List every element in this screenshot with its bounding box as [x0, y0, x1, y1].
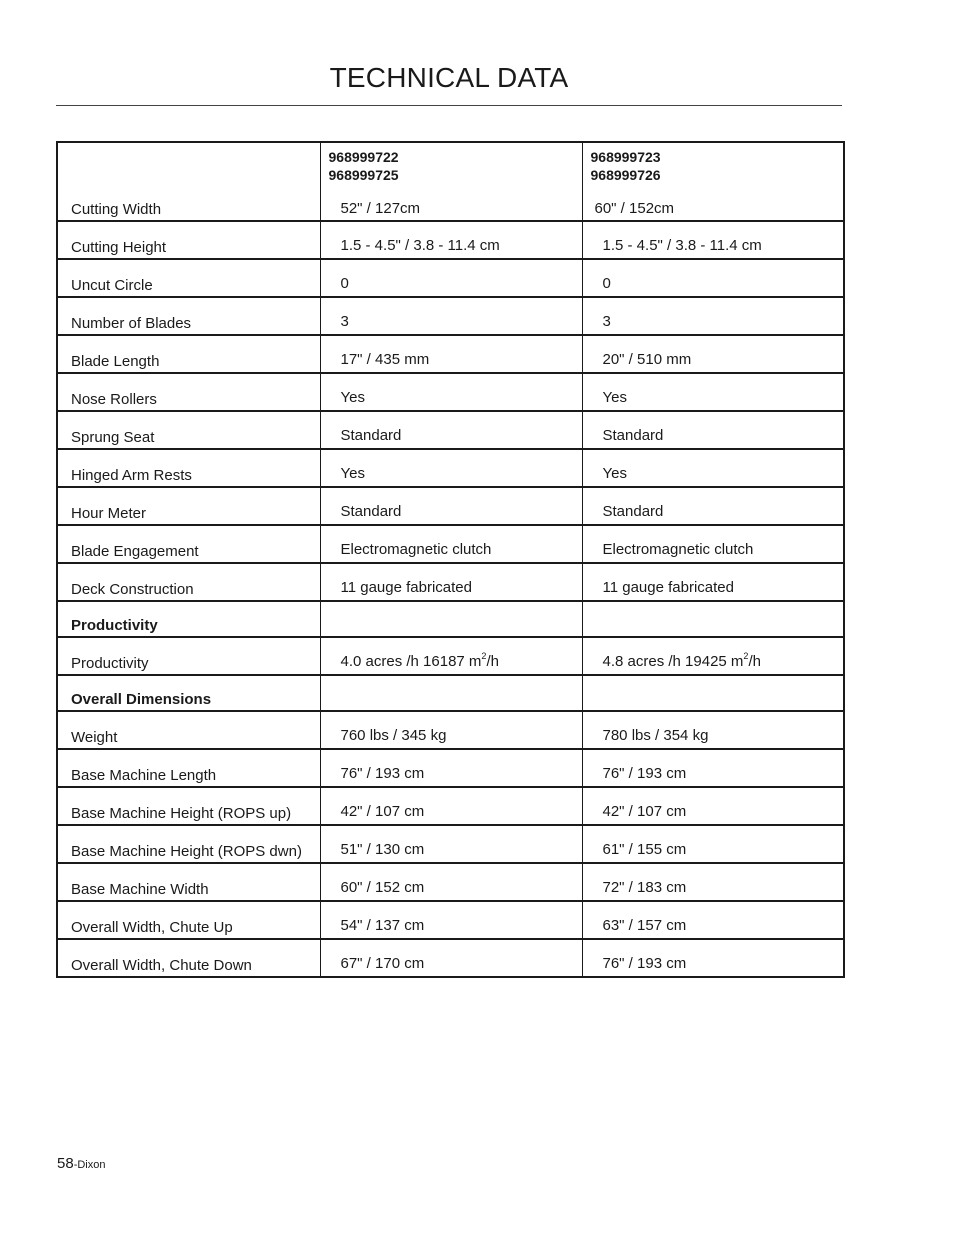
table-row	[57, 939, 844, 977]
row-label: Sprung Seat	[57, 411, 320, 449]
row-label: Base Machine Width	[57, 863, 320, 901]
value-cell: 76" / 193 cm	[582, 939, 844, 977]
value-cell: 42" / 107 cm	[320, 787, 582, 825]
brand-label: -Dixon	[73, 1159, 106, 1171]
value-cell: Electromagnetic clutch	[582, 525, 844, 563]
section-row	[57, 601, 844, 637]
table-row	[57, 863, 844, 901]
page-title: TECHNICAL DATA	[329, 62, 569, 93]
row-label: Weight	[57, 711, 320, 749]
value-cell: 11 gauge fabricated	[320, 563, 582, 601]
table-row	[57, 787, 844, 825]
empty-cell	[582, 675, 844, 711]
unit-superscript: 2	[481, 651, 487, 661]
table-row	[57, 411, 844, 449]
value-cell: 76" / 193 cm	[320, 749, 582, 787]
header-row	[57, 142, 844, 221]
table-row	[57, 749, 844, 787]
value-cell: 76" / 193 cm	[582, 749, 844, 787]
title-divider	[56, 105, 842, 106]
row-label: Base Machine Length	[57, 749, 320, 787]
value-cell: 60" / 152cm	[594, 200, 675, 217]
section-row	[57, 675, 844, 711]
row-label-cell	[57, 142, 320, 221]
technical-data-table	[56, 141, 845, 978]
table-row	[57, 525, 844, 563]
table-row	[57, 563, 844, 601]
value-cell: 72" / 183 cm	[582, 863, 844, 901]
empty-cell	[320, 601, 582, 637]
row-label: Deck Construction	[57, 563, 320, 601]
value-cell: Yes	[582, 449, 844, 487]
page-footer	[57, 1155, 105, 1172]
table-row	[57, 825, 844, 863]
value-cell: 63" / 157 cm	[582, 901, 844, 939]
table-row	[57, 901, 844, 939]
value-cell: 54" / 137 cm	[320, 901, 582, 939]
page-number: 58	[57, 1155, 74, 1172]
value-cell: 52" / 127cm	[340, 200, 421, 217]
table-row	[57, 297, 844, 335]
empty-cell	[320, 675, 582, 711]
unit-suffix: /h	[486, 653, 499, 670]
row-label: Hour Meter	[57, 487, 320, 525]
value-cell: 0	[582, 259, 844, 297]
value-cell: Yes	[320, 373, 582, 411]
unit-superscript: 2	[743, 651, 749, 661]
row-label: Base Machine Height (ROPS dwn)	[57, 825, 320, 863]
value-cell: 67" / 170 cm	[320, 939, 582, 977]
value-cell: 60" / 152 cm	[320, 863, 582, 901]
value-cell: Standard	[320, 487, 582, 525]
row-label: Hinged Arm Rests	[57, 449, 320, 487]
table-row	[57, 449, 844, 487]
value-cell: Standard	[320, 411, 582, 449]
table-row	[57, 637, 844, 675]
row-label: Uncut Circle	[57, 259, 320, 297]
table-row	[57, 221, 844, 259]
value-cell: Electromagnetic clutch	[320, 525, 582, 563]
value-text: 4.0 acres /h 16187 m	[340, 653, 482, 670]
row-label: Blade Engagement	[57, 525, 320, 563]
value-cell: Yes	[582, 373, 844, 411]
value-cell: 42" / 107 cm	[582, 787, 844, 825]
value-cell: 760 lbs / 345 kg	[320, 711, 582, 749]
row-label: Number of Blades	[57, 297, 320, 335]
unit-suffix: /h	[748, 653, 761, 670]
table-row	[57, 335, 844, 373]
value-cell: 51" / 130 cm	[320, 825, 582, 863]
value-cell: 780 lbs / 354 kg	[582, 711, 844, 749]
row-label: Cutting Width	[71, 201, 162, 218]
row-label: Base Machine Height (ROPS up)	[57, 787, 320, 825]
row-label: Cutting Height	[57, 221, 320, 259]
table-row	[57, 259, 844, 297]
row-label: Blade Length	[57, 335, 320, 373]
value-cell: 11 gauge fabricated	[582, 563, 844, 601]
model-number: 968999726	[590, 167, 661, 183]
value-cell: 61" / 155 cm	[582, 825, 844, 863]
value-cell: 1.5 - 4.5" / 3.8 - 11.4 cm	[582, 221, 844, 259]
value-cell: Standard	[582, 487, 844, 525]
table-row	[57, 373, 844, 411]
value-cell: 17" / 435 mm	[320, 335, 582, 373]
model-number: 968999722	[328, 149, 399, 165]
value-cell: 0	[320, 259, 582, 297]
table-row	[57, 487, 844, 525]
value-cell: Yes	[320, 449, 582, 487]
value-cell	[320, 637, 582, 675]
value-cell: 20" / 510 mm	[582, 335, 844, 373]
model-number: 968999725	[328, 167, 399, 183]
model-number: 968999723	[590, 149, 661, 165]
empty-cell	[582, 601, 844, 637]
section-heading: Productivity	[57, 601, 320, 637]
section-heading: Overall Dimensions	[57, 675, 320, 711]
value-cell: 3	[582, 297, 844, 335]
value-cell: 1.5 - 4.5" / 3.8 - 11.4 cm	[320, 221, 582, 259]
model-numbers	[583, 143, 844, 184]
row-label: Nose Rollers	[57, 373, 320, 411]
row-label: Productivity	[57, 637, 320, 675]
row-label: Overall Width, Chute Down	[57, 939, 320, 977]
table-row	[57, 711, 844, 749]
value-cell	[582, 637, 844, 675]
value-cell: 3	[320, 297, 582, 335]
value-text: 4.8 acres /h 19425 m	[602, 653, 744, 670]
model-column-1	[320, 142, 582, 221]
value-cell: Standard	[582, 411, 844, 449]
model-numbers	[321, 143, 582, 184]
row-label: Overall Width, Chute Up	[57, 901, 320, 939]
model-column-2	[582, 142, 844, 221]
